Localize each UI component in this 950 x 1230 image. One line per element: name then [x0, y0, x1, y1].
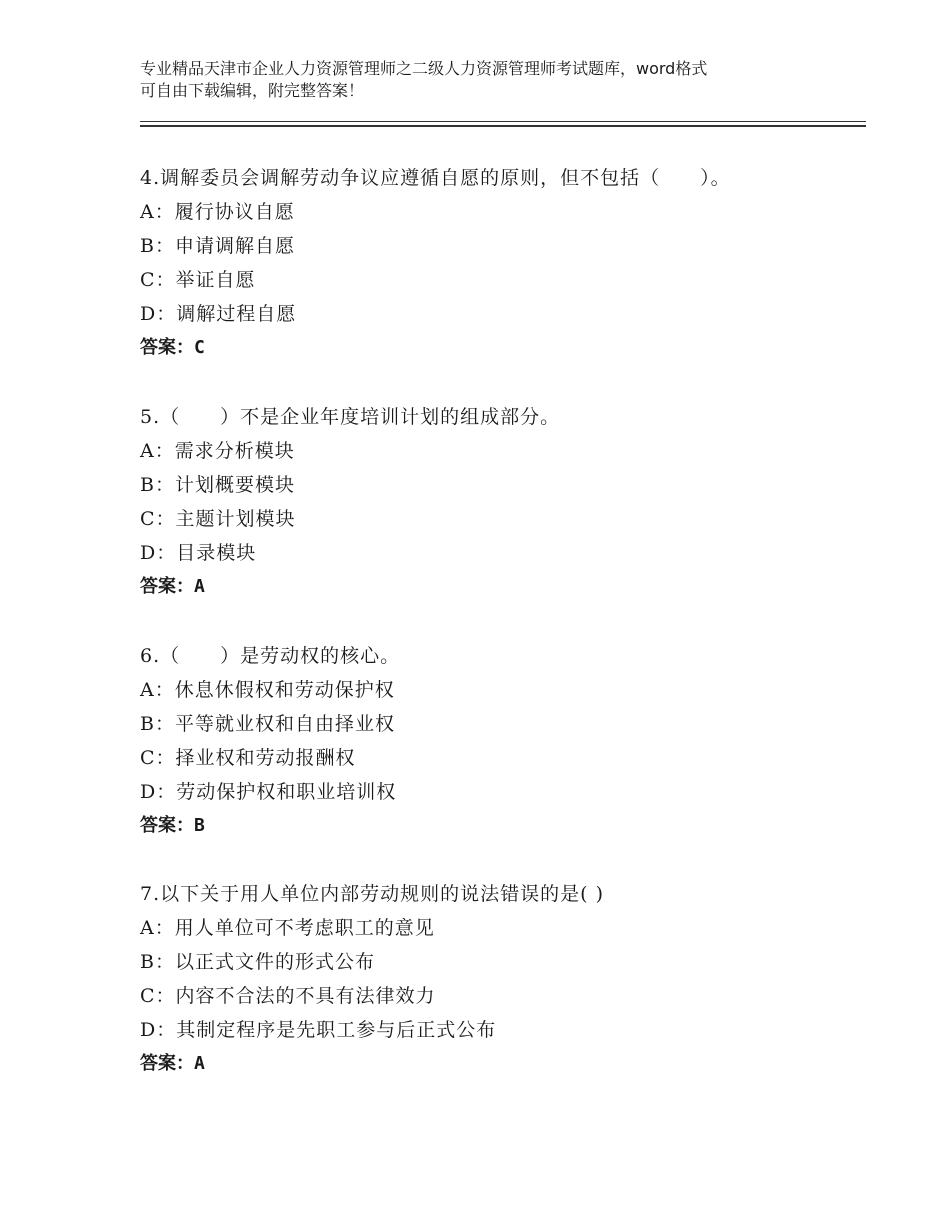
document-header: [140, 58, 820, 102]
header-line-2: 可自由下载编辑，附完整答案！: [140, 81, 365, 100]
question-stem: 6.（ ）是劳动权的核心。: [140, 645, 401, 667]
question-7: [140, 877, 860, 1081]
header-divider-thin: [140, 121, 866, 122]
answer-value: A: [194, 576, 205, 597]
option-c: C：内容不合法的不具有法律效力: [140, 985, 436, 1007]
header-divider-thick: [140, 125, 866, 127]
answer-value: C: [194, 337, 205, 358]
answer-line: [140, 331, 860, 365]
question-5: [140, 400, 860, 604]
option-d: D：目录模块: [140, 542, 257, 564]
option-a: A：休息休假权和劳动保护权: [140, 679, 395, 701]
answer-label: 答案：: [140, 337, 194, 358]
question-stem: 4.调解委员会调解劳动争议应遵循自愿的原则，但不包括（ ）。: [140, 167, 731, 189]
answer-value: A: [194, 1053, 205, 1074]
header-line-1: 专业精品天津市企业人力资源管理师之二级人力资源管理师考试题库，word格式: [140, 59, 708, 78]
option-d: D：劳动保护权和职业培训权: [140, 781, 397, 803]
option-a: A：用人单位可不考虑职工的意见: [140, 917, 435, 939]
question-6: [140, 639, 860, 843]
option-d: D：其制定程序是先职工参与后正式公布: [140, 1019, 497, 1041]
option-a: A：需求分析模块: [140, 440, 295, 462]
answer-line: [140, 809, 860, 843]
option-d: D：调解过程自愿: [140, 303, 297, 325]
option-b: B：平等就业权和自由择业权: [140, 713, 395, 735]
answer-label: 答案：: [140, 815, 194, 836]
question-stem: 7.以下关于用人单位内部劳动规则的说法错误的是( ): [140, 883, 604, 905]
option-b: B：以正式文件的形式公布: [140, 951, 375, 973]
question-4: [140, 161, 860, 365]
option-b: B：计划概要模块: [140, 474, 295, 496]
option-c: C：举证自愿: [140, 269, 256, 291]
answer-line: [140, 570, 860, 604]
answer-label: 答案：: [140, 1053, 194, 1074]
option-c: C：主题计划模块: [140, 508, 296, 530]
answer-value: B: [194, 815, 205, 836]
question-stem: 5.（ ）不是企业年度培训计划的组成部分。: [140, 406, 561, 428]
option-b: B：申请调解自愿: [140, 235, 295, 257]
answer-label: 答案：: [140, 576, 194, 597]
option-c: C：择业权和劳动报酬权: [140, 747, 356, 769]
option-a: A：履行协议自愿: [140, 201, 295, 223]
answer-line: [140, 1047, 860, 1081]
